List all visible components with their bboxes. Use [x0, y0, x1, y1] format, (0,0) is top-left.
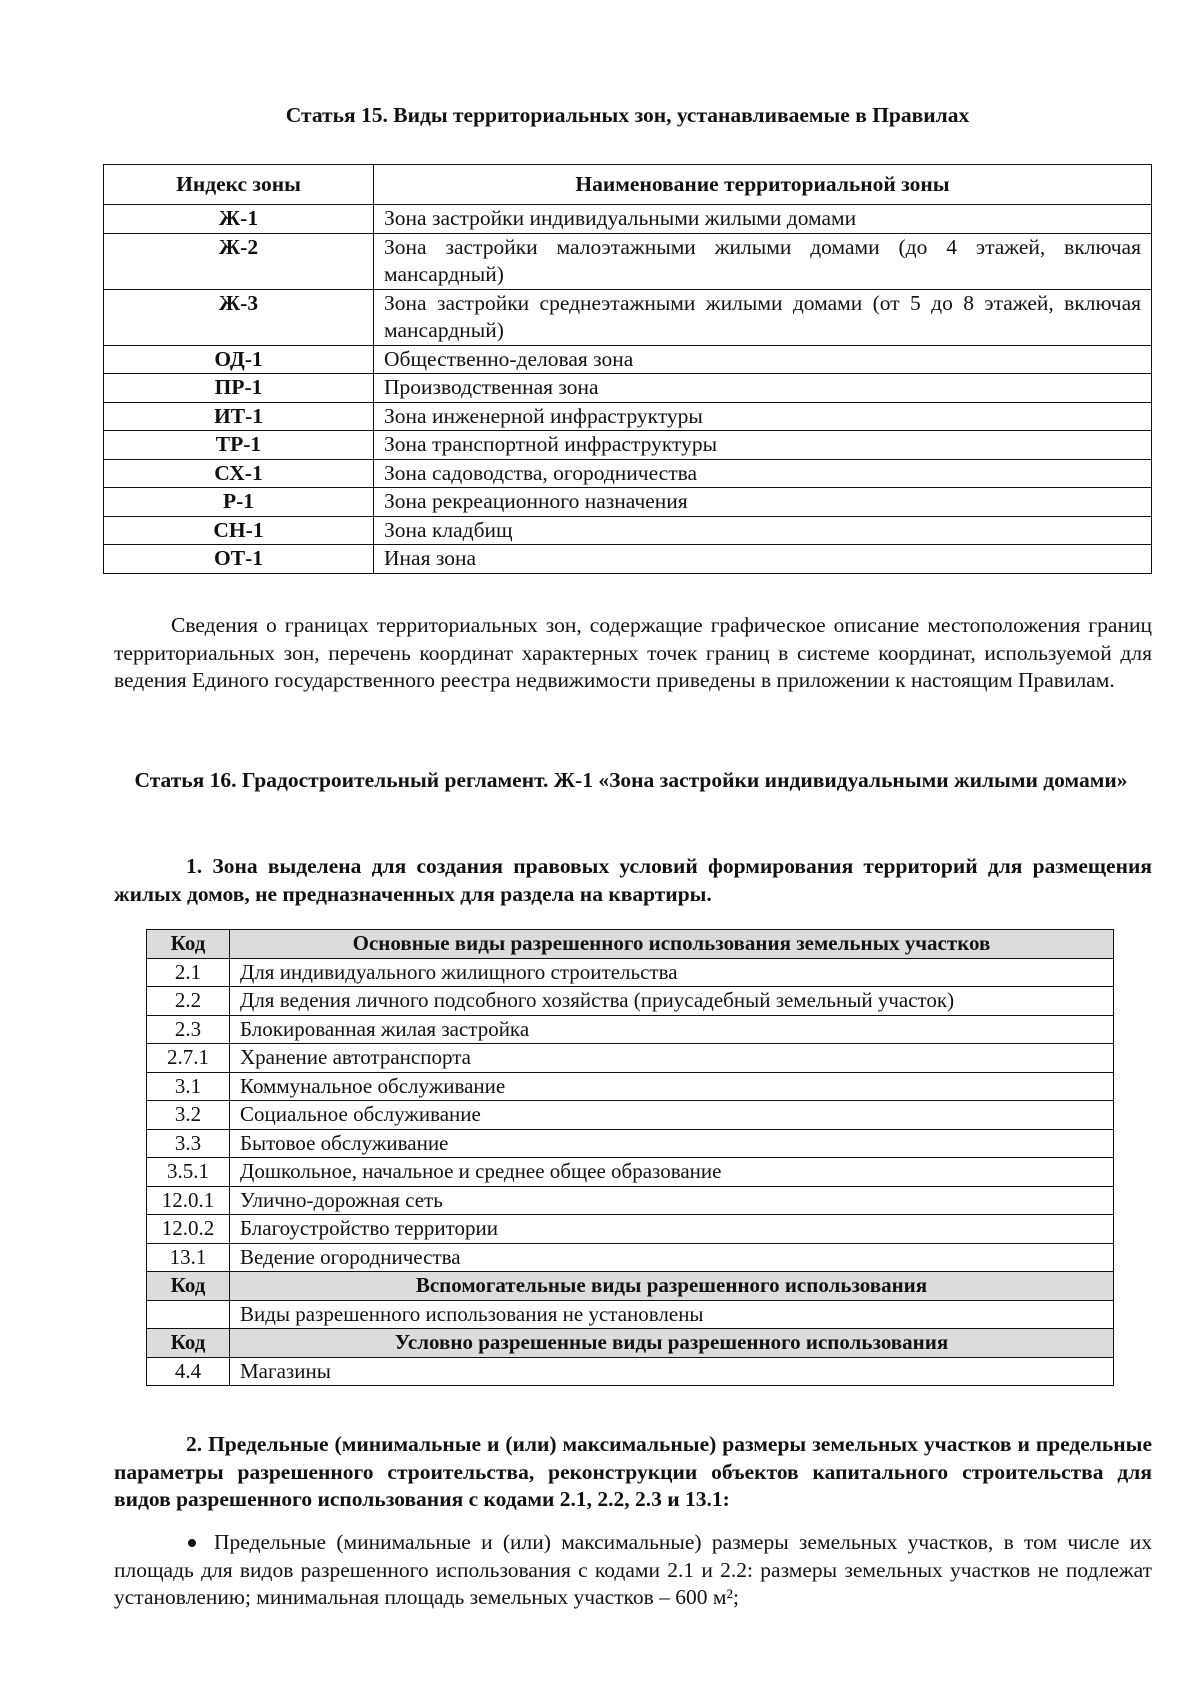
zone-name: Зона застройки малоэтажными жилыми домами (до 4 этажей, включая мансардный): [374, 233, 1152, 289]
use-code: 12.0.2: [147, 1215, 230, 1244]
article-15-paragraph: [114, 612, 1152, 695]
article-16-point-1: [114, 853, 1152, 908]
zones-table-row: [104, 289, 1152, 345]
paragraph-text: Сведения о границах территориальных зон, содержащие графическое описание местоположения границ территориальных зон, перечень координат характерных точек границ в системе координат, используемой для ведения Единого государственного реестра недвижимости приведены в приложении к настоящим Правилам.: [114, 613, 1152, 692]
use-code: 2.1: [147, 958, 230, 987]
use-name: Для индивидуального жилищного строительства: [230, 958, 1114, 987]
code-header: Код: [147, 1272, 230, 1301]
conditional-uses-header: [147, 1329, 1114, 1358]
use-row: [147, 1357, 1114, 1386]
use-row: [147, 1072, 1114, 1101]
use-name: Социальное обслуживание: [230, 1101, 1114, 1130]
zone-name: Зона застройки индивидуальными жилыми домами: [374, 205, 1152, 234]
zones-table-row: [104, 545, 1152, 574]
zones-table-row: [104, 205, 1152, 234]
use-name: Блокированная жилая застройка: [230, 1015, 1114, 1044]
zone-name: Зона застройки среднеэтажными жилыми домами (от 5 до 8 этажей, включая мансардный): [374, 289, 1152, 345]
section-header-title: Вспомогательные виды разрешенного использования: [230, 1272, 1114, 1301]
zone-index: ОТ-1: [104, 545, 374, 574]
auxiliary-uses-header: [147, 1272, 1114, 1301]
use-name: Улично-дорожная сеть: [230, 1186, 1114, 1215]
zones-header-name: Наименование территориальной зоны: [374, 165, 1152, 205]
zone-name: Зона транспортной инфраструктуры: [374, 431, 1152, 460]
zones-table-row: [104, 402, 1152, 431]
zones-table-row: [104, 431, 1152, 460]
zone-name: Общественно-деловая зона: [374, 345, 1152, 374]
bullet-text: Предельные (минимальные и (или) максимальные) размеры земельных участков, в том числе их площадь для видов разрешенного использования с кодами 2.1 и 2.2: размеры земельных участков не подлежат установлению; минимальная площадь земельных участков – 600 м²;: [114, 1530, 1152, 1609]
use-row: [147, 1215, 1114, 1244]
use-code: 12.0.1: [147, 1186, 230, 1215]
zone-index: ПР-1: [104, 374, 374, 403]
use-code: 3.2: [147, 1101, 230, 1130]
zones-table-row: [104, 233, 1152, 289]
article-16-point-2: [114, 1431, 1152, 1514]
use-row: [147, 987, 1114, 1016]
main-uses-header: [147, 930, 1114, 959]
zones-table: [103, 164, 1152, 574]
zone-index: Ж-3: [104, 289, 374, 345]
use-row: [147, 1044, 1114, 1073]
use-name: Коммунальное обслуживание: [230, 1072, 1114, 1101]
zone-name: Производственная зона: [374, 374, 1152, 403]
use-name: Благоустройство территории: [230, 1215, 1114, 1244]
use-row: [147, 1186, 1114, 1215]
zone-name: Иная зона: [374, 545, 1152, 574]
zones-table-row: [104, 345, 1152, 374]
use-name: Виды разрешенного использования не установлены: [230, 1300, 1114, 1329]
zone-name: Зона кладбищ: [374, 516, 1152, 545]
use-row: [147, 958, 1114, 987]
use-code: 3.1: [147, 1072, 230, 1101]
zone-name: Зона садоводства, огородничества: [374, 459, 1152, 488]
code-header: Код: [147, 1329, 230, 1358]
zones-table-header: [104, 165, 1152, 205]
zone-index: Ж-2: [104, 233, 374, 289]
article-15-title: Статья 15. Виды территориальных зон, устанавливаемые в Правилах: [285, 103, 970, 127]
zone-index: ТР-1: [104, 431, 374, 460]
zone-index: ИТ-1: [104, 402, 374, 431]
zones-table-row: [104, 374, 1152, 403]
use-code: 2.2: [147, 987, 230, 1016]
use-code: 4.4: [147, 1357, 230, 1386]
use-row: [147, 1158, 1114, 1187]
code-header: Код: [147, 930, 230, 959]
zone-name: Зона рекреационного назначения: [374, 488, 1152, 517]
use-name: Ведение огородничества: [230, 1243, 1114, 1272]
bullet-paragraph: [114, 1529, 1152, 1612]
use-name: Дошкольное, начальное и среднее общее образование: [230, 1158, 1114, 1187]
use-row: [147, 1015, 1114, 1044]
use-row: [147, 1101, 1114, 1130]
zone-index: СХ-1: [104, 459, 374, 488]
zone-index: Р-1: [104, 488, 374, 517]
use-name: Для ведения личного подсобного хозяйства (приусадебный земельный участок): [230, 987, 1114, 1016]
use-code: 2.3: [147, 1015, 230, 1044]
point-1-text: 1. Зона выделена для создания правовых условий формирования территорий для размещения жилых домов, не предназначенных для раздела на квартиры.: [114, 854, 1152, 906]
section-header-title: Основные виды разрешенного использования земельных участков: [230, 930, 1114, 959]
use-code: [147, 1300, 230, 1329]
use-code: 3.3: [147, 1129, 230, 1158]
zone-index: Ж-1: [104, 205, 374, 234]
use-name: Магазины: [230, 1357, 1114, 1386]
point-2-text: 2. Предельные (минимальные и (или) максимальные) размеры земельных участков и предельные параметры разрешенного строительства, реконструкции объектов капитального строительства для видов разрешенного использования с кодами 2.1, 2.2, 2.3 и 13.1:: [114, 1432, 1152, 1511]
use-code: 2.7.1: [147, 1044, 230, 1073]
zones-header-index: Индекс зоны: [104, 165, 374, 205]
zone-name: Зона инженерной инфраструктуры: [374, 402, 1152, 431]
zones-table-row: [104, 488, 1152, 517]
permitted-uses-table: [146, 929, 1114, 1386]
use-row: [147, 1243, 1114, 1272]
use-name: Бытовое обслуживание: [230, 1129, 1114, 1158]
use-row: [147, 1129, 1114, 1158]
section-header-title: Условно разрешенные виды разрешенного использования: [230, 1329, 1114, 1358]
use-code: 3.5.1: [147, 1158, 230, 1187]
zone-index: ОД-1: [104, 345, 374, 374]
zones-table-row: [104, 516, 1152, 545]
zone-index: СН-1: [104, 516, 374, 545]
article-16-title: Статья 16. Градостроительный регламент. Ж-1 «Зона застройки индивидуальными жилыми домами»: [134, 768, 1128, 792]
zones-table-row: [104, 459, 1152, 488]
use-code: 13.1: [147, 1243, 230, 1272]
use-row: [147, 1300, 1114, 1329]
use-name: Хранение автотранспорта: [230, 1044, 1114, 1073]
